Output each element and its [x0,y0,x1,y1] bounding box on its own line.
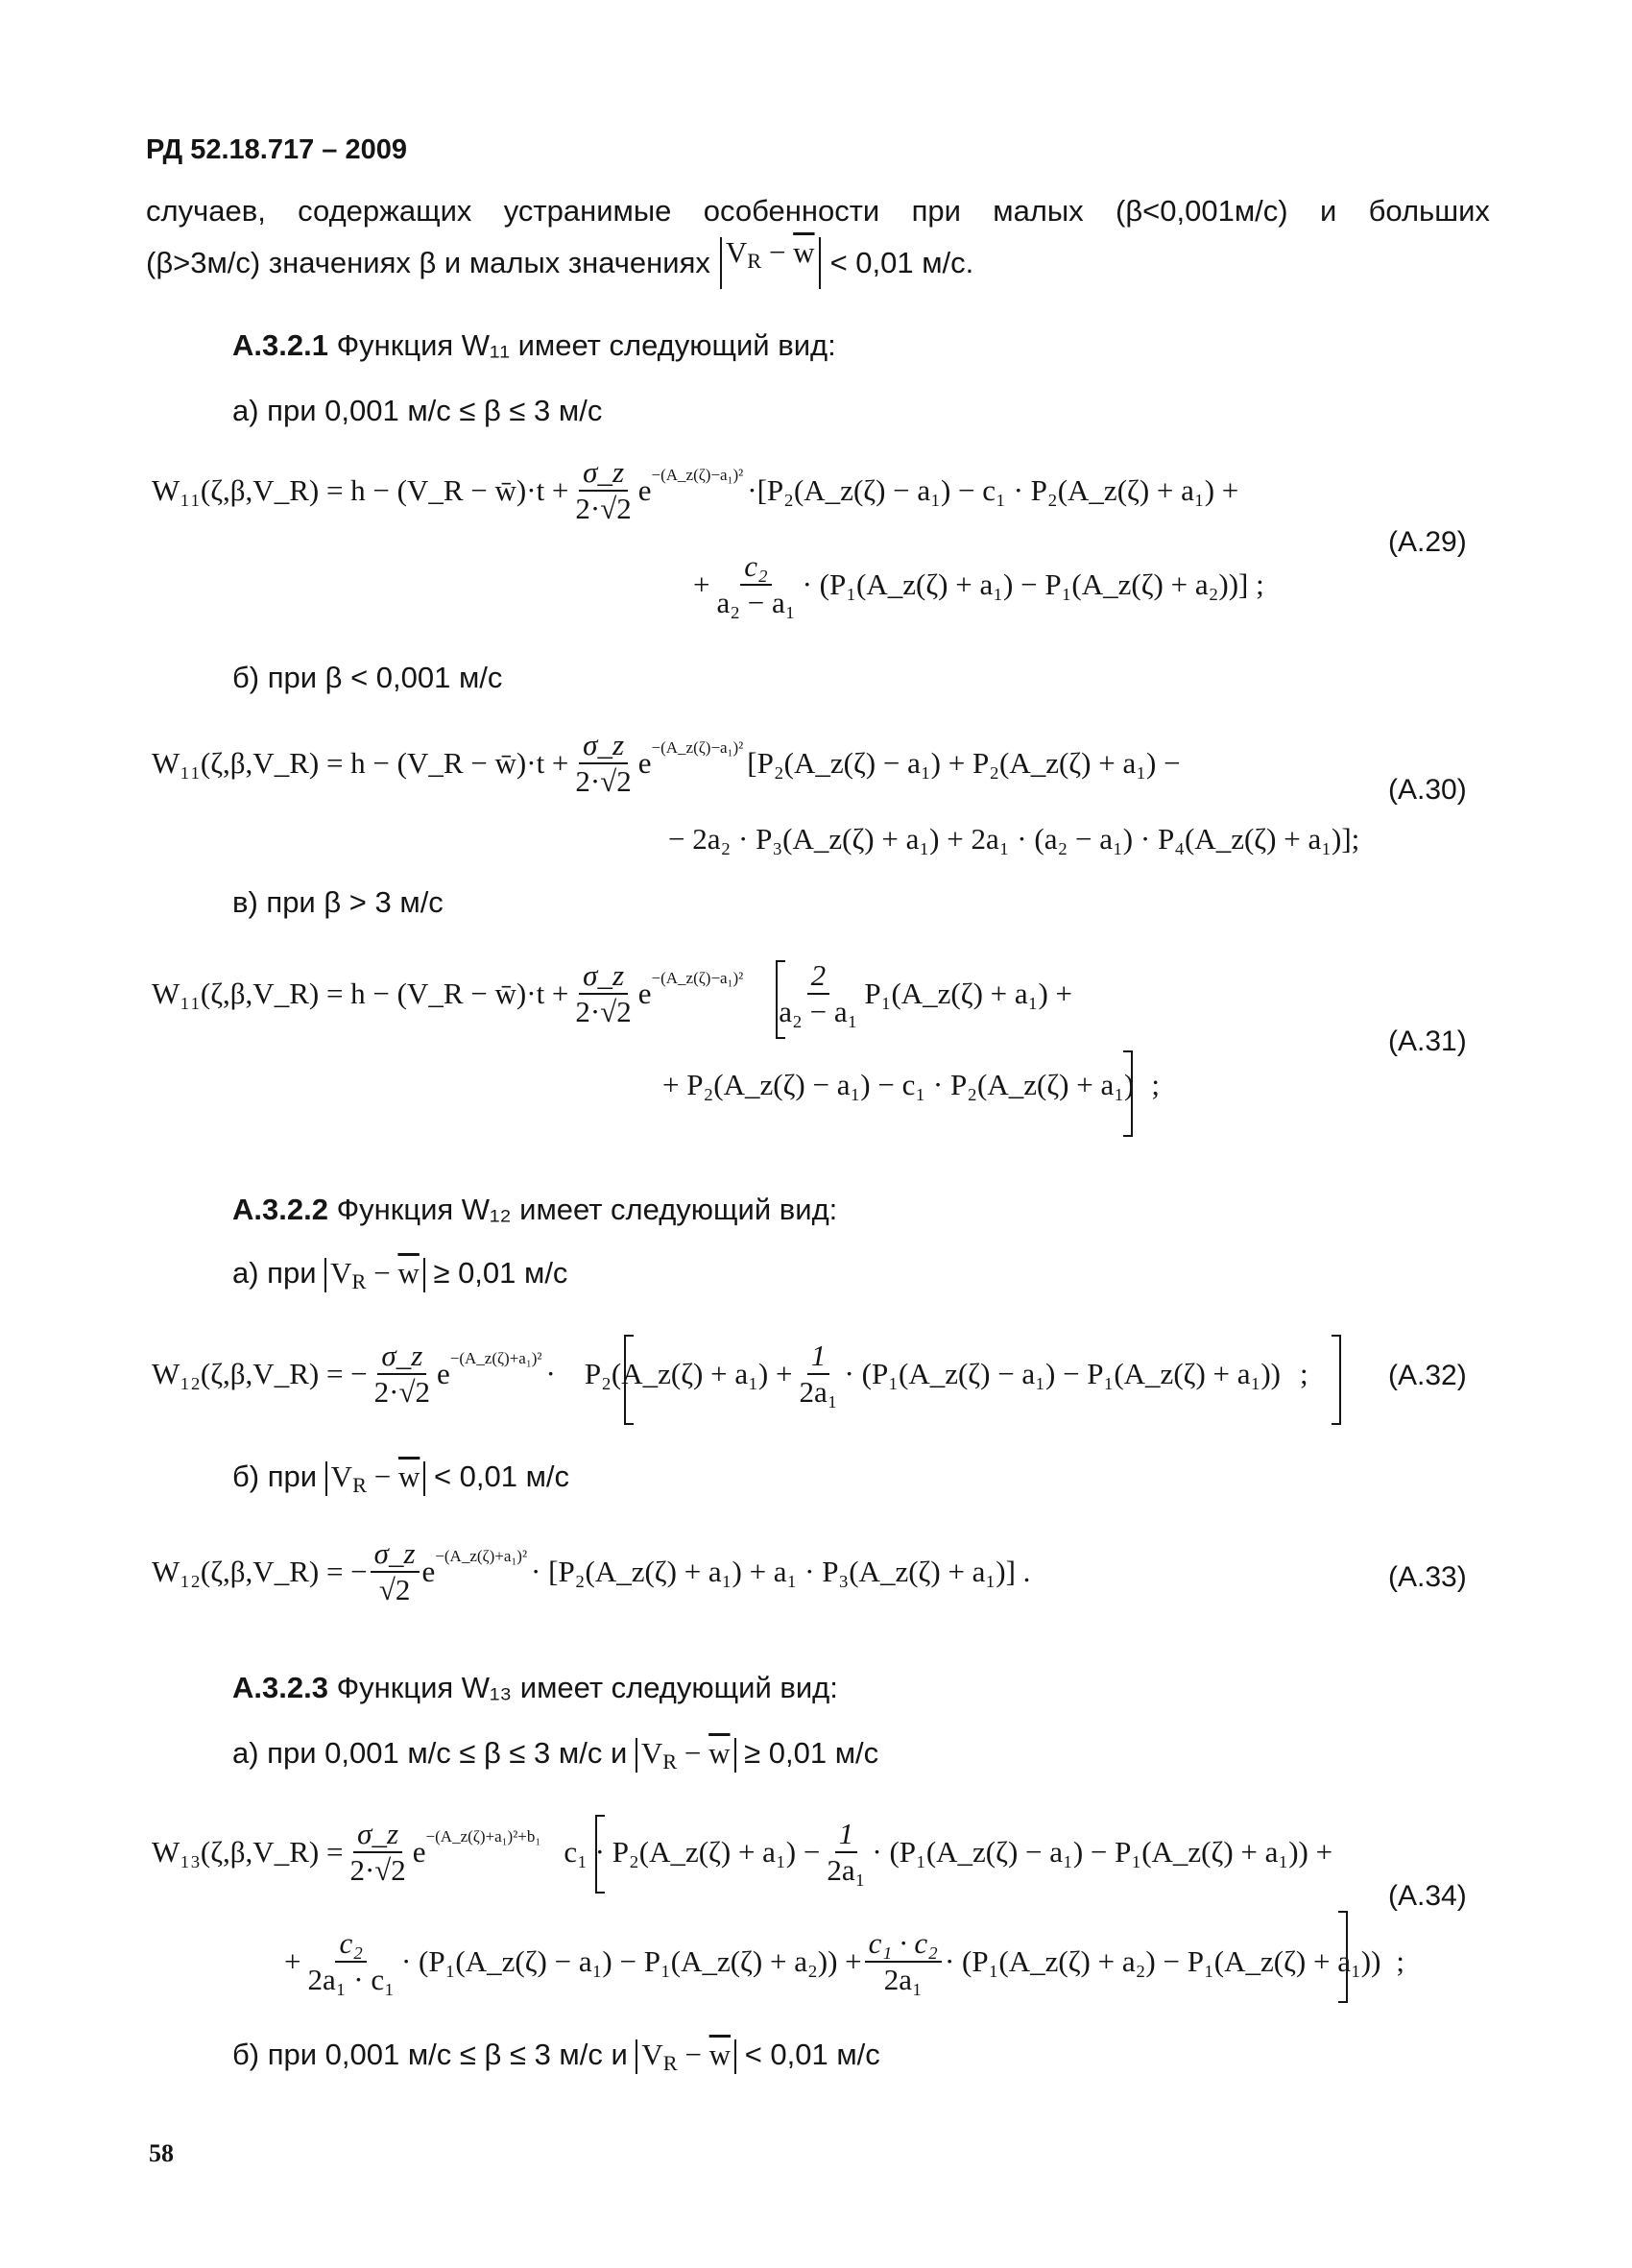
bracket-left-a31 [776,960,785,1039]
condition-a32: а) при $V_R - \overline{w} \ge 0,01$ м/с [232,1256,568,1294]
equation-a30-line2: − 2a₂ · P₃(A_z(ζ) + a₁) + 2a₁ · (a₂ − a₁) · P₄(A_z(ζ) + a₁)]; [668,822,1360,856]
equation-a29-line1: W₁₁(ζ,β,V_R) = h − (V_R − w̄)·t + $\frac{\sigma\_z}{2\cdot√2}$ e −(A_z(ζ)−a₁)² ·[P₂(A_z(ζ) − a₁) − c₁ · P₂(A_z(ζ) + a₁) + [152,455,1239,525]
equation-a33: W₁₂(ζ,β,V_R) = − $\frac{\sigma\_z}{√2}$ e −(A_z(ζ)+a₁)² · [P₂(A_z(ζ) + a₁) + a₁ · P₃(A_z(ζ) + a₁)] . [152,1536,1031,1606]
equation-a30-line1: W₁₁(ζ,β,V_R) = h − (V_R − w̄)·t + $\frac{\sigma\_z}{2\cdot√2}$ e −(A_z(ζ)−a₁)² [P₂(A_z(ζ) − a₁) + P₂(A_z(ζ) + a₁) − [152,728,1181,798]
equation-number-a31: (А.31) [1388,1025,1467,1057]
equation-number-a34: (А.34) [1388,1880,1467,1912]
abs-vr-minus-w: $V_R - \overline{w}$ [720,237,821,289]
intro-word: при [911,194,961,228]
bracket-right-a34 [1338,1911,1348,2003]
condition-a30: б) при β < 0,001 м/с [232,661,503,694]
intro-word: и [1319,194,1337,228]
intro-word: содержащих [298,194,472,228]
bracket-right-a32 [1332,1335,1341,1425]
equation-number-a33: (А.33) [1388,1561,1467,1593]
equation-a29-line2: + $\frac{\text{c₂}}{\text{a₂ − a₁}}$ · (P₁(A_z(ζ) + a₁) − P₁(A_z(ζ) + a₂))] ; [693,549,1264,619]
intro-word: устранимые [503,194,672,228]
bracket-left-a34 [595,1815,605,1894]
intro-word: случаев, [146,194,266,228]
section-title-a322: А.3.2.2 Функция W₁₂ имеет следующий вид: [232,1193,838,1226]
condition-a34: а) при 0,001 м/с ≤ β ≤ 3 м/с и $V_R - \overline{w} \ge 0,01$ м/с [232,1736,879,1774]
intro-text: < 0,01 м/с. [829,246,974,279]
equation-number-a30: (А.30) [1388,774,1467,806]
equation-number-a29: (А.29) [1388,526,1467,558]
intro-word: больших [1368,194,1490,228]
intro-word: малых [993,194,1084,228]
intro-paragraph [146,185,1490,289]
section-title-a323: А.3.2.3 Функция W₁₃ имеет следующий вид: [232,1671,838,1704]
condition-a29: а) при 0,001 м/с ≤ β ≤ 3 м/с [232,394,603,427]
intro-word: особенности [703,194,880,228]
intro-text: (β>3м/с) значениях β и малых значениях [146,246,710,279]
condition-a31: в) при β > 3 м/с [232,885,444,919]
condition-a33: б) при $V_R - \overline{w} < 0,01$ м/с [232,1460,570,1498]
equation-a32: W₁₂(ζ,β,V_R) = − $\frac{\sigma\_z}{2\cdot√2}$ e −(A_z(ζ)+a₁)² · P₂(A_z(ζ) + a₁) + $\frac{1}{\text{2a₁}}$ · (P₁(A_z(ζ) − a₁) − P₁(A_z(ζ) + a₁)) ; [152,1339,1308,1409]
section-title-a321: А.3.2.1 Функция W₁₁ имеет следующий вид: [232,328,836,362]
intro-word: (β<0,001м/с) [1116,194,1288,228]
condition-a35: б) при 0,001 м/с ≤ β ≤ 3 м/с и $V_R - \overline{w} < 0,01$ м/с [232,2038,880,2076]
intro-line-1 [146,185,1490,237]
bracket-left-a32 [624,1335,634,1425]
bracket-right-a31 [1123,1050,1133,1137]
equation-a31-line1: W₁₁(ζ,β,V_R) = h − (V_R − w̄)·t + $\frac{\sigma\_z}{2\cdot√2}$ e −(A_z(ζ)−a₁)² $\frac{2}{\text{a₂ − a₁}}$ P₁(A_z(ζ) + a₁) + [152,958,1073,1028]
equation-number-a32: (А.32) [1388,1360,1467,1391]
page-number: 58 [149,2139,174,2167]
document-header: РД 52.18.717 – 2009 [146,134,408,165]
equation-a31-line2: + P₂(A_z(ζ) − a₁) − c₁ · P₂(A_z(ζ) + a₁) ; [662,1068,1160,1101]
intro-line-2 [146,237,1490,289]
equation-a34-line2: + $\frac{\text{c₂}}{\text{2a₁ · c₁}}$ · (P₁(A_z(ζ) − a₁) − P₁(A_z(ζ) + a₂)) + $\frac{\text{c₁ · c₂}}{\text{2a₁}}$ · (P₁(A_z(ζ) + a₂) − P₁(A_z(ζ) + a₁)) ; [284,1926,1405,1996]
equation-a34-line1: W₁₃(ζ,β,V_R) = $\frac{\sigma\_z}{2\cdot√2}$ e −(A_z(ζ)+a₁)²+b₁ c₁ · P₂(A_z(ζ) + a₁) − $\frac{1}{\text{2a₁}}$ · (P₁(A_z(ζ) − a₁) − P₁(A_z(ζ) + a₁)) + [152,1817,1333,1887]
